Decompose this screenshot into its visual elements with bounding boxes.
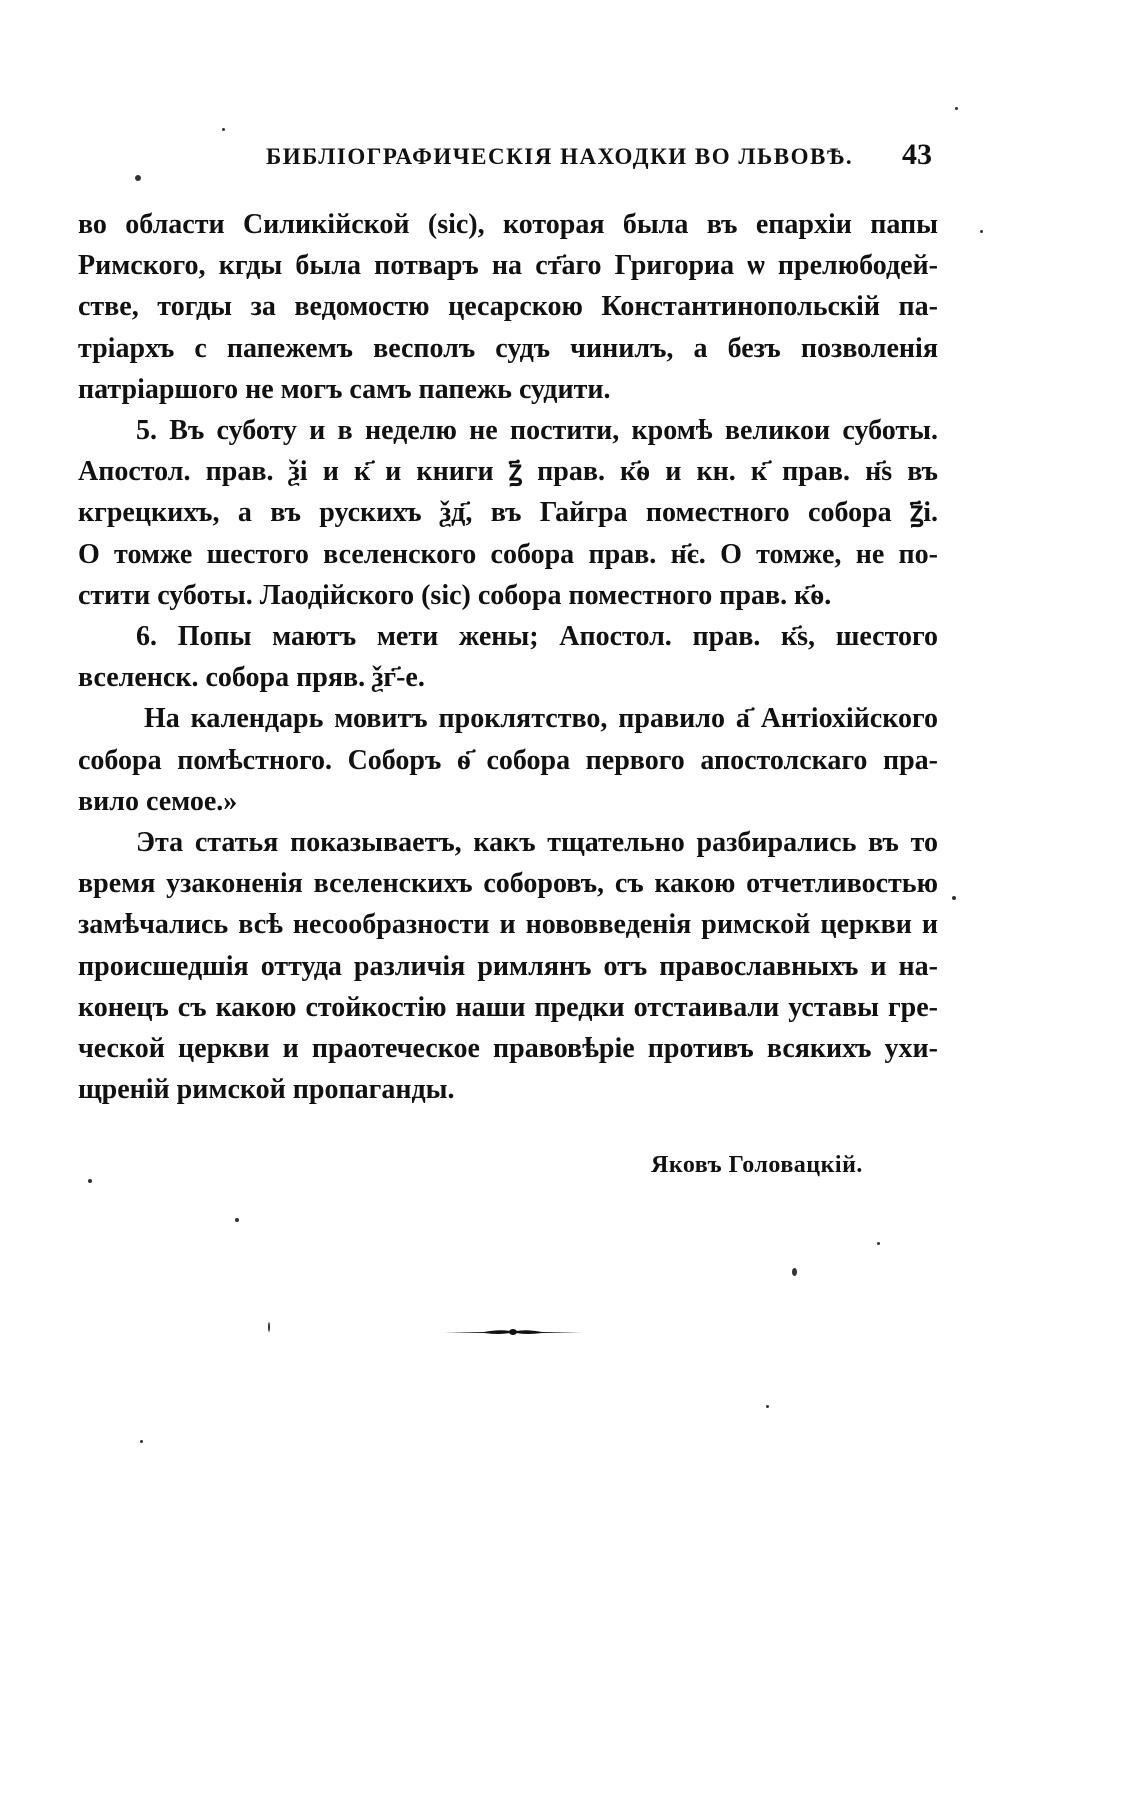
- scan-speck: [222, 128, 225, 131]
- running-header-title: БИБЛІОГРАФИЧЕСКІЯ НАХОДКИ ВО ЛЬВОВѢ.: [266, 144, 854, 169]
- text-line: стве, тогды за ведомостю цесарскою Константинопольскій па-: [78, 291, 938, 323]
- text-line: собора помѣстного. Соборъ ѳ҃ собора первого апостолскаго пра-: [78, 744, 938, 776]
- text-line: вило семое.»: [78, 785, 238, 817]
- text-line: патріаршого не могъ самъ папежь судити.: [78, 373, 611, 405]
- text-line: стити суботы. Лаодійского (sic) собора поместного прав. к҃ѳ.: [78, 579, 832, 611]
- scan-speck: [952, 896, 956, 900]
- text-line: 5. Въ суботу и в неделю не постити, кромѣ великои суботы.: [136, 415, 938, 447]
- text-line: конецъ съ какою стойкостію наши предки отстаивали уставы гре-: [78, 991, 938, 1023]
- scan-speck: [88, 1179, 92, 1183]
- text-line: замѣчались всѣ несообразности и нововведенія римской церкви и: [78, 909, 938, 941]
- text-line: ческой церкви и праотеческое правовѣріе противъ всякихъ ухи-: [78, 1033, 938, 1065]
- text-line: кгрецкихъ, а въ рускихъ ѯд҃, въ Гайгра поместного собора ꙁ҃і.: [78, 497, 938, 529]
- body-text: [78, 204, 938, 1110]
- text-line: время узаконенія вселенскихъ соборовъ, съ какою отчетливостью: [78, 868, 938, 900]
- scan-speck: [766, 1405, 769, 1408]
- text-line: происшедшія оттуда различія римлянъ отъ православныхъ и на-: [78, 950, 938, 982]
- scan-speck: [135, 175, 141, 181]
- scan-speck: [140, 1440, 143, 1443]
- text-line: О томже шестого вселенского собора прав. н҃є. О томже, не по-: [78, 538, 938, 570]
- scan-speck: [877, 1242, 880, 1245]
- text-line: 6. Попы маютъ мети жены; Апостол. прав. к҃ѕ, шестого: [136, 621, 938, 653]
- text-line: Эта статья показываетъ, какъ тщательно разбирались въ то: [136, 827, 938, 859]
- text-line: щреній римской пропаганды.: [78, 1074, 455, 1106]
- text-line: вселенск. собора пряв. ѯг҃-е.: [78, 662, 425, 694]
- ornament-divider: [444, 1326, 582, 1338]
- text-line: На календарь мовитъ проклятство, правило а҃ Антіохійского: [144, 703, 938, 735]
- scan-speck: [980, 230, 983, 233]
- scan-speck: [235, 1218, 239, 1222]
- scan-speck: [268, 1322, 270, 1332]
- scan-speck: [955, 107, 958, 110]
- text-line: Апостол. прав. ѯі и к҃ и книги ꙁ҃ прав. к҃ѳ и кн. к҃ прав. н҃ѕ въ: [78, 456, 938, 488]
- text-line: Римского, кгды была потваръ на ст҃аго Григориа ѡ прелюбодей-: [78, 250, 938, 282]
- scan-speck: [792, 1268, 797, 1276]
- page-number: 43: [902, 138, 932, 171]
- author-signature: Яковъ Головацкій.: [651, 1152, 863, 1178]
- text-line: во области Силикійской (sic), которая была въ епархіи папы: [78, 209, 938, 240]
- text-line: тріархъ с папежемъ весполъ судъ чинилъ, а безъ позволенія: [78, 332, 938, 364]
